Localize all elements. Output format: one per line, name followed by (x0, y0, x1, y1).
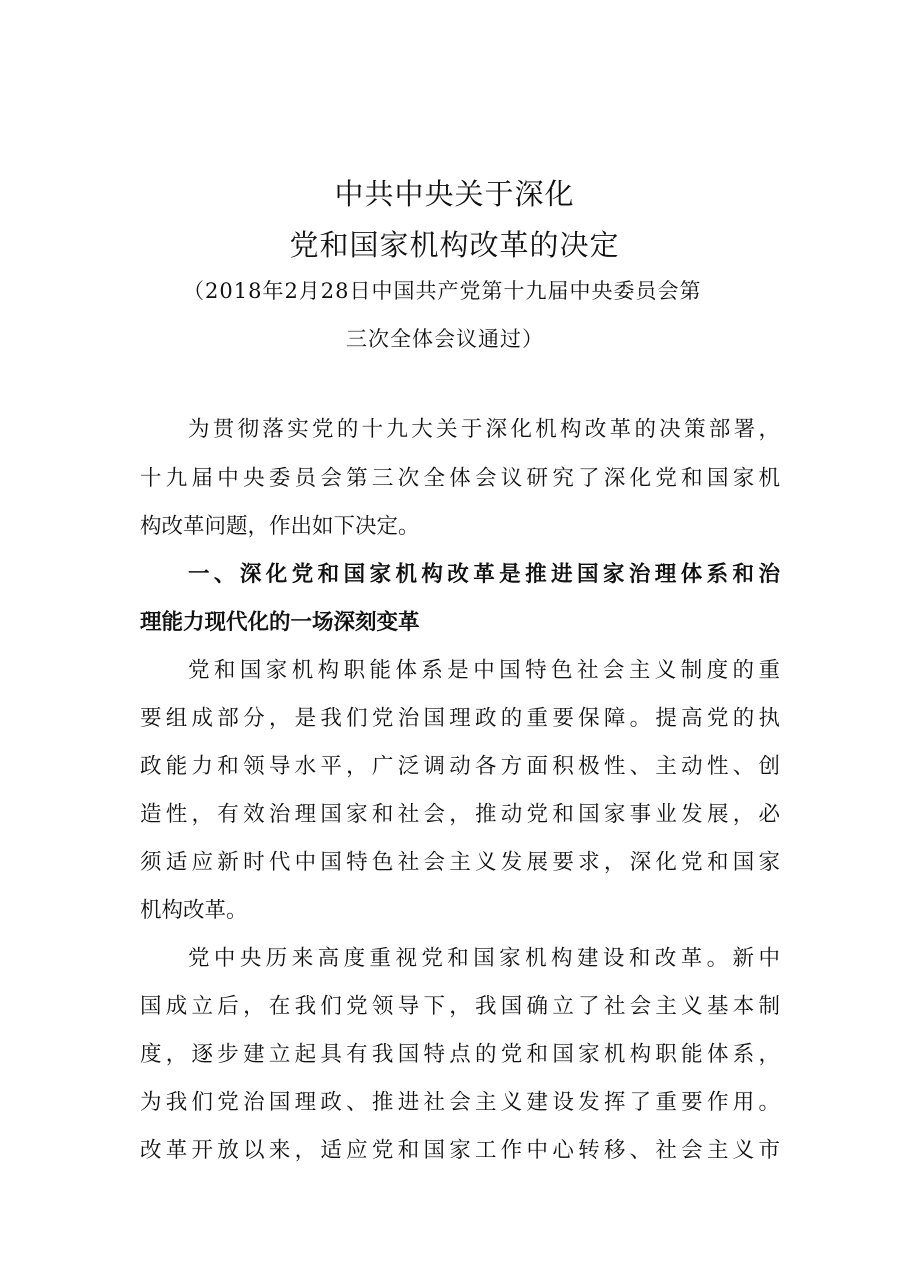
paragraph-line: 国成立后，在我们党领导下，我国确立了社会主义基本制 (140, 994, 780, 1019)
document-subtitle-line-2: 三次全体会议通过） (346, 327, 544, 351)
paragraph-line: 党中央历来高度重视党和国家机构建设和改革。新中 (188, 946, 780, 971)
paragraph-line: 须适应新时代中国特色社会主义发展要求，深化党和国家 (140, 850, 780, 875)
paragraph-line: 构改革问题，作出如下决定。 (140, 514, 420, 539)
paragraph-line: 造性，有效治理国家和社会，推动党和国家事业发展，必 (140, 802, 780, 827)
paragraph-line: 为贯彻落实党的十九大关于深化机构改革的决策部署， (188, 417, 780, 442)
paragraph-line: 党和国家机构职能体系是中国特色社会主义制度的重 (188, 658, 780, 683)
document-subtitle-line-1: （2018年2月28日中国共产党第十九届中央委员会第 (183, 279, 702, 303)
paragraph-line: 改革开放以来，适应党和国家工作中心转移、社会主义市 (140, 1138, 780, 1163)
document-title-line-1: 中共中央关于深化 (334, 177, 575, 211)
section-heading-line: 一、深化党和国家机构改革是推进国家治理体系和治 (188, 562, 780, 587)
paragraph-line: 要组成部分，是我们党治国理政的重要保障。提高党的执 (140, 706, 780, 731)
paragraph-line: 度，逐步建立起具有我国特点的党和国家机构职能体系， (140, 1042, 780, 1067)
document-title-line-2: 党和国家机构改革的决定 (289, 228, 620, 262)
paragraph-line: 机构改革。 (140, 898, 248, 923)
paragraph-line: 为我们党治国理政、推进社会主义建设发挥了重要作用。 (140, 1090, 780, 1115)
section-heading-line: 理能力现代化的一场深刻变革 (140, 610, 420, 635)
paragraph-line: 十九届中央委员会第三次全体会议研究了深化党和国家机 (140, 466, 780, 491)
paragraph-line: 政能力和领导水平，广泛调动各方面积极性、主动性、创 (140, 754, 780, 779)
